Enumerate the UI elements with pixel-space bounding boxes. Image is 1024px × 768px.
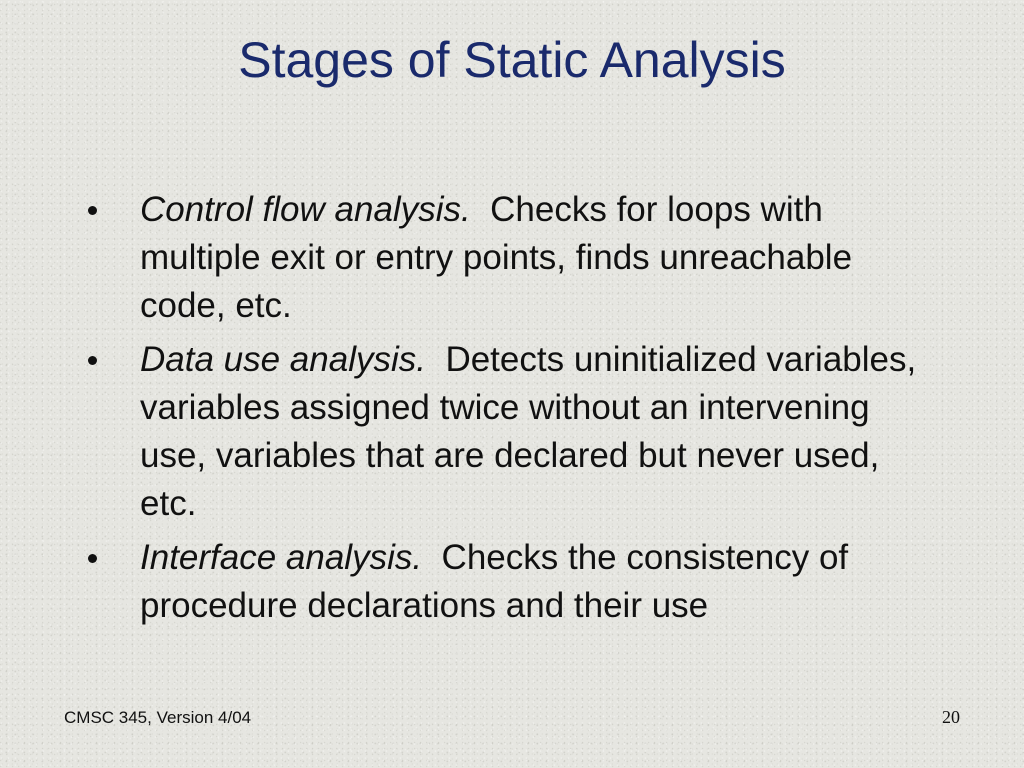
footer-course-label: CMSC 345, Version 4/04 [64, 708, 252, 727]
bullet-term: Data use analysis. [140, 340, 426, 379]
slide-title: Stages of Static Analysis [238, 32, 786, 88]
bullet-term: Interface analysis. [140, 538, 423, 577]
slide-number: 20 [942, 707, 960, 727]
bullet-list [84, 186, 944, 636]
bullet-dot-icon [88, 356, 97, 365]
bullet-text: Checks the consistency of procedure declarations and their use [140, 538, 849, 625]
bullet-dot-icon [88, 206, 97, 215]
bullet-item-control-flow [84, 186, 944, 330]
bullet-item-interface [84, 534, 944, 630]
bullet-text: Checks for loops with multiple exit or entry points, finds unreachable code, etc. [140, 190, 853, 325]
bullet-text: Detects uninitialized variables, variables assigned twice without an intervening use, variables that are declared but never used, etc. [140, 340, 917, 523]
bullet-dot-icon [88, 554, 97, 563]
bullet-item-data-use [84, 336, 944, 528]
bullet-term: Control flow analysis. [140, 190, 471, 229]
